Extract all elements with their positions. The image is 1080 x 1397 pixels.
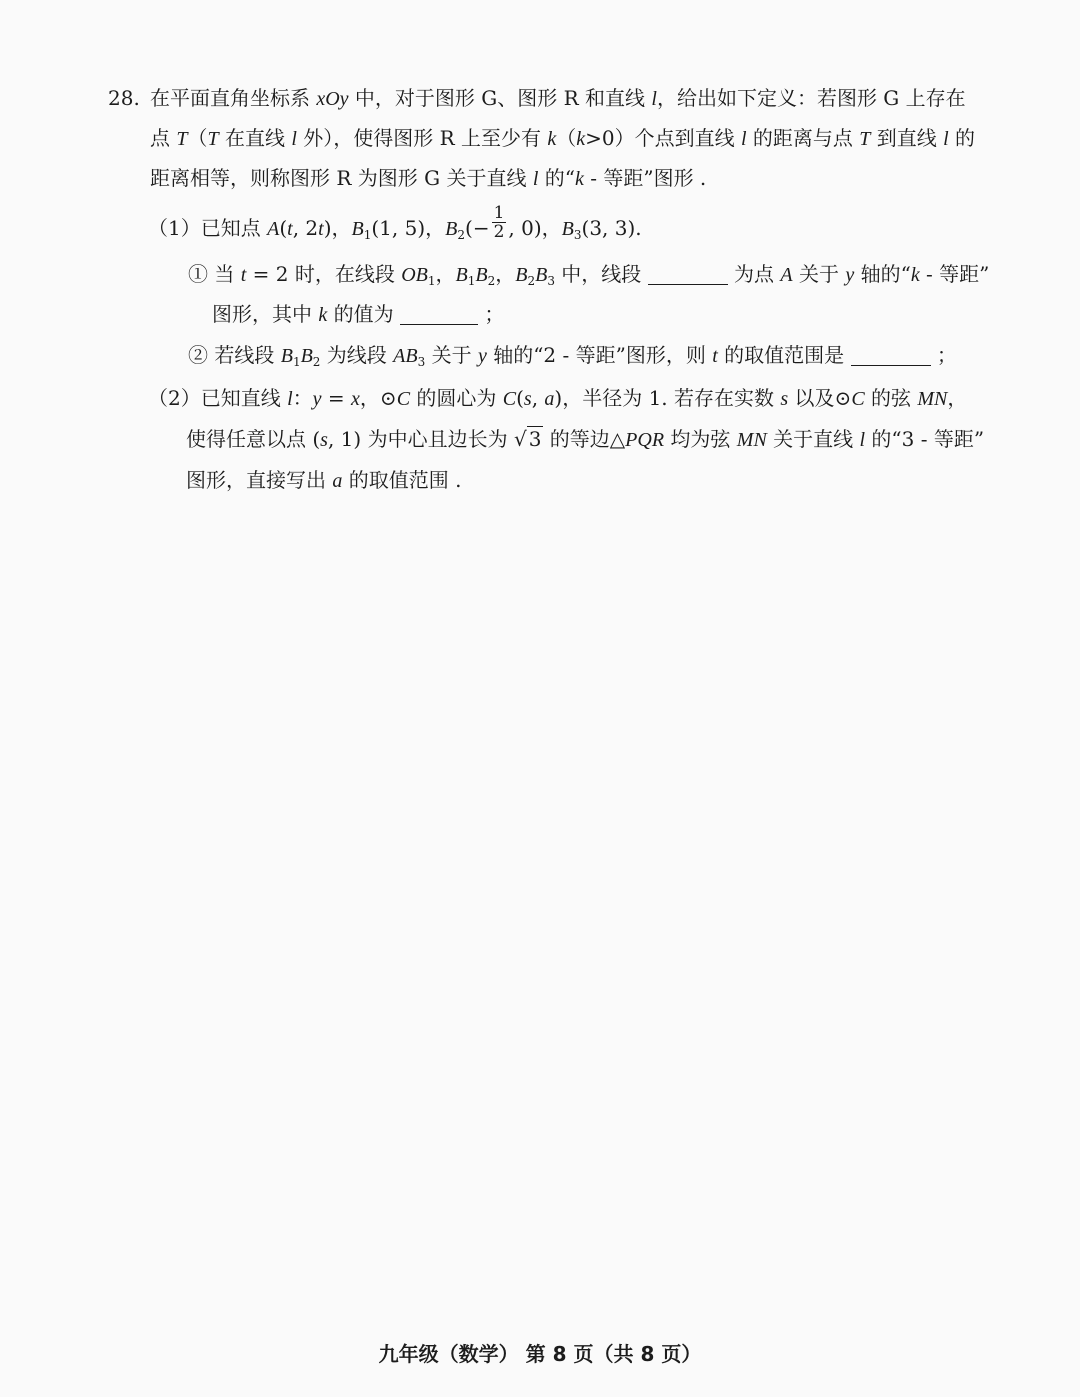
page-footer: 九年级（数学） 第 8 页（共 8 页） (378, 1342, 702, 1366)
intro-line-3: 距离相等，则称图形 R 为图形 G 关于直线 l 的“k - 等距”图形 . (150, 166, 707, 190)
part1-given: （1）已知点 A(t, 2t)，$B_1(1$, 5)，$B_2(-$ $\frac{1}{2}$ , 0)，$B_3(3$, 3). (148, 203, 642, 242)
part1-sub1-line2: 图形，其中 k 的值为 ； (212, 302, 505, 326)
question-number: 28. (108, 86, 140, 110)
part2-line3: 图形，直接写出 a 的取值范围 . (186, 468, 462, 492)
part2-line1: （2）已知直线 l：y = x，⊙C 的圆心为 C(s, a)，半径为 1. 若存在实数 s 以及⊙C 的弦 MN， (148, 386, 968, 410)
intro-line-1: 在平面直角坐标系 xOy 中，对于图形 G、图形 R 和直线 l，给出如下定义：若图形 G 上存在 (150, 86, 966, 110)
intro-line-2: 点 T（T 在直线 l 外），使得图形 R 上至少有 k（k>0）个点到直线 l 的距离与点 T 到直线 l 的 (150, 126, 976, 150)
part1-sub1-line1: ① 当 t = 2 时，在线段 $OB_1$，$B_1B_2$，$B_2B_3$ 中，线段 为点 A 关于 y 轴的“k - 等距” (188, 262, 990, 288)
sqrt-3: √ 3 (513, 427, 542, 451)
answer-blank-t-range[interactable] (851, 345, 931, 366)
answer-blank-k[interactable] (400, 304, 478, 325)
answer-blank-segment[interactable] (648, 264, 728, 285)
part1-sub2: ② 若线段 $B_1B_2$ 为线段 $AB_3$ 关于 y 轴的“2 - 等距”图形，则 t 的取值范围是 ； (188, 343, 957, 369)
part2-line2: 使得任意以点 (s, 1) 为中心且边长为 √ 3 的等边△PQR 均为弦 MN 关于直线 l 的“3 - 等距” (186, 427, 985, 451)
